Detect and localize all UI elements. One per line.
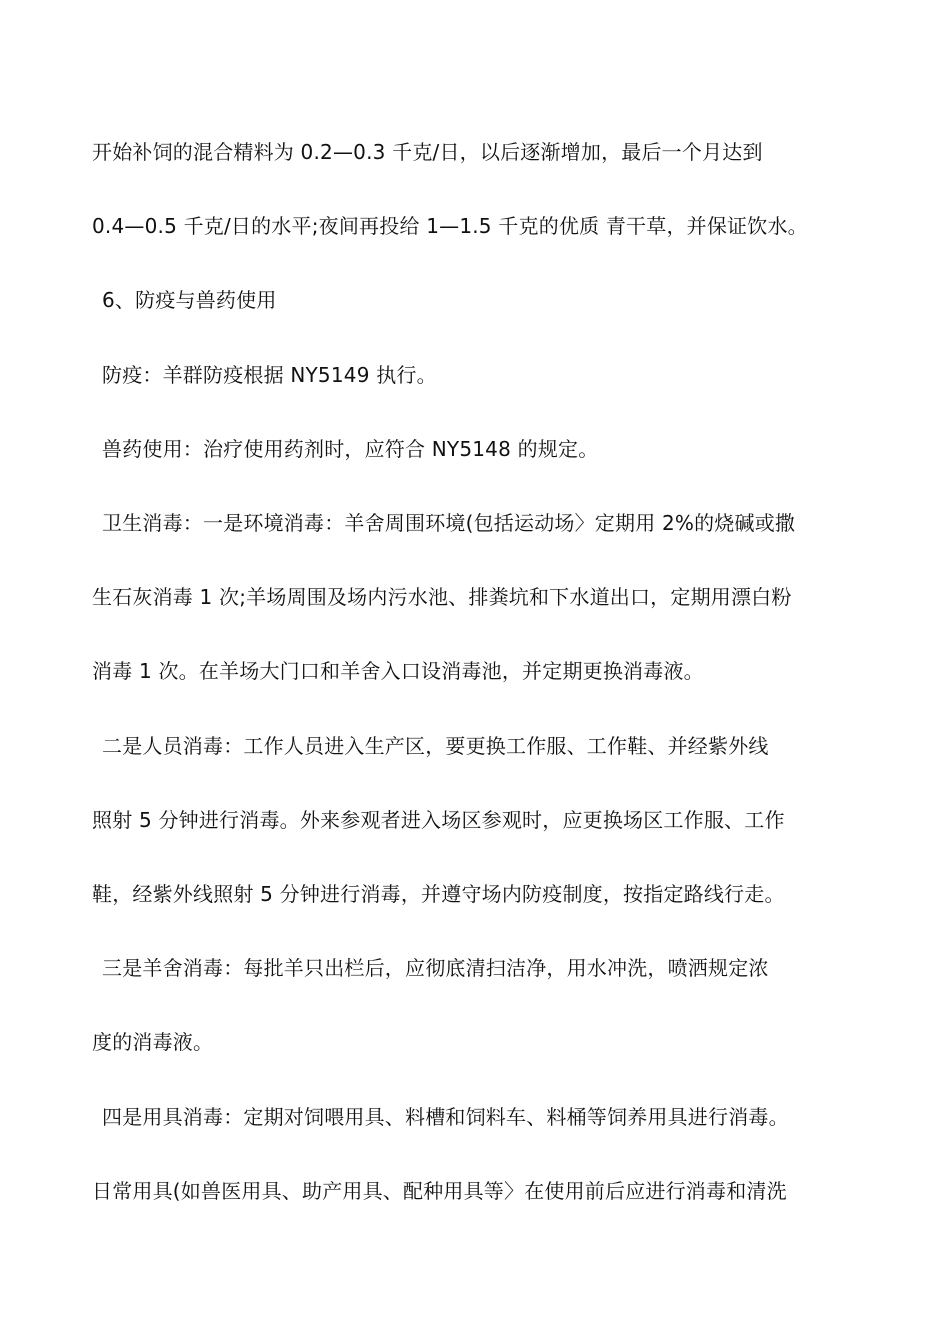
text-line-9: 二是人员消毒：工作人员进入生产区，要更换工作服、工作鞋、并经紫外线 xyxy=(102,734,769,758)
text-line-5: 兽药使用：治疗使用药剂时，应符合 NY5148 的规定。 xyxy=(102,437,599,461)
text-line-13: 度的消毒液。 xyxy=(92,1030,214,1054)
text-line-10: 照射 5 分钟进行消毒。外来参观者进入场区参观时，应更换场区工作服、工作 xyxy=(92,808,785,832)
text-line-14: 四是用具消毒：定期对饲喂用具、料槽和饲料车、料桶等饲养用具进行消毒。 xyxy=(102,1105,789,1129)
section-heading: 6、防疫与兽药使用 xyxy=(102,288,277,312)
text-line-11: 鞋，经紫外线照射 5 分钟进行消毒，并遵守场内防疫制度，按指定路线行走。 xyxy=(92,882,785,906)
text-line-1: 开始补饲的混合精料为 0.2—0.3 千克/日，以后逐渐增加，最后一个月达到 xyxy=(92,140,763,164)
text-line-12: 三是羊舍消毒：每批羊只出栏后，应彻底清扫洁净，用水冲洗，喷洒规定浓 xyxy=(102,956,769,980)
text-line-4: 防疫：羊群防疫根据 NY5149 执行。 xyxy=(102,363,437,387)
text-line-6: 卫生消毒：一是环境消毒：羊舍周围环境(包括运动场〉定期用 2%的烧碱或撒 xyxy=(102,511,796,535)
text-line-15: 日常用具(如兽医用具、助产用具、配种用具等〉在使用前后应进行消毒和清洗 xyxy=(92,1179,787,1203)
text-line-2: 0.4—0.5 千克/日的水平;夜间再投给 1—1.5 千克的优质 青干草，并保证饮水。 xyxy=(92,214,808,238)
text-line-8: 消毒 1 次。在羊场大门口和羊舍入口设消毒池，并定期更换消毒液。 xyxy=(92,659,704,683)
text-line-7: 生石灰消毒 1 次;羊场周围及场内污水池、排粪坑和下水道出口，定期用漂白粉 xyxy=(92,585,792,609)
